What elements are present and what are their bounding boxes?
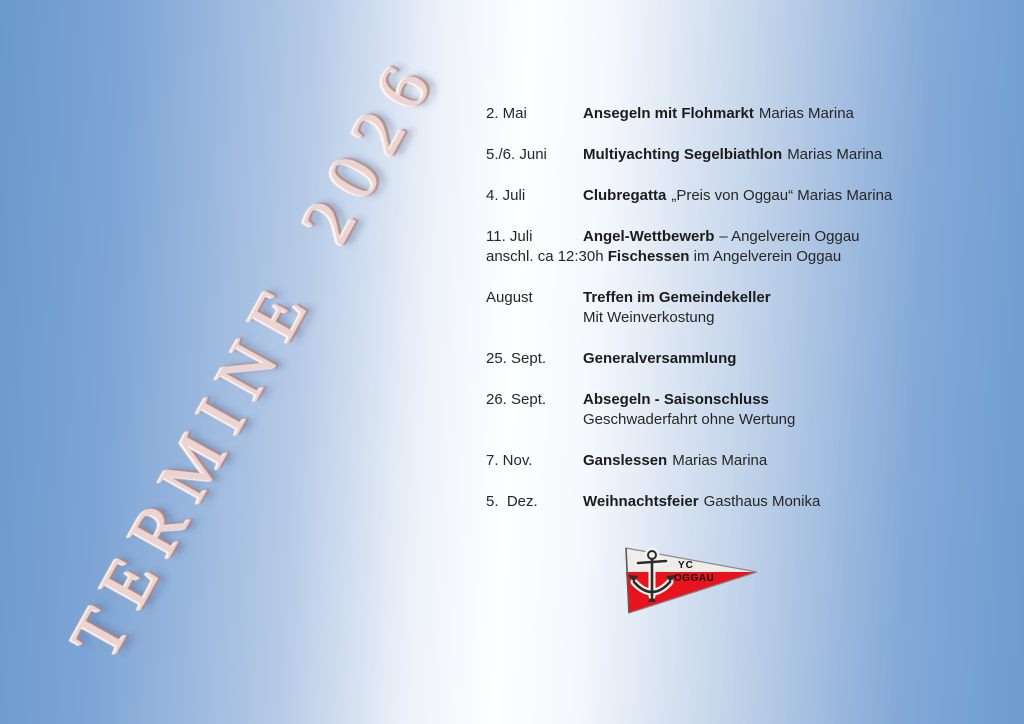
event-detail: Marias Marina [758,105,854,122]
event-text [583,145,926,165]
event-text [583,227,926,247]
event-note-title: Fischessen [607,248,690,265]
schedule-row [486,349,926,369]
event-title: Clubregatta [583,187,667,204]
event-date: 5./6. Juni [486,146,547,163]
event-detail: Marias Marina [672,452,768,469]
club-initials-label: YC [678,560,694,571]
event-detail: Marias Marina [787,146,883,163]
schedule-list [486,104,926,533]
event-title: Weihnachtsfeier [583,493,699,510]
schedule-row [486,227,926,267]
event-note [486,247,926,267]
event-date: 2. Mai [486,105,527,122]
event-title: Ganslessen [583,452,668,469]
schedule-row [486,390,926,430]
event-date: 4. Juli [486,187,526,204]
schedule-row [486,492,926,512]
event-note [583,308,926,328]
event-title: Angel-Wettbewerb [583,228,715,245]
event-title: Absegeln - Saisonschluss [583,391,769,408]
event-date: August [486,289,533,306]
event-date: 5. Dez. [486,493,538,510]
club-name-label: OGGAU [674,573,715,584]
event-detail: Gasthaus Monika [703,493,821,510]
event-title: Ansegeln mit Flohmarkt [583,105,754,122]
event-text [583,492,926,512]
event-title: Multiyachting Segelbiathlon [583,146,783,163]
event-text [583,186,926,206]
event-date: 26. Sept. [486,391,547,408]
event-date: 11. Juli [486,228,533,245]
schedule-row [486,288,926,328]
event-text [583,451,926,471]
event-text [583,288,926,308]
event-note-lead: anschl. ca 12:30h [486,248,608,265]
schedule-row [486,104,926,124]
event-text [583,104,926,124]
schedule-row [486,186,926,206]
event-note-detail: Mit Weinverkostung [583,309,715,326]
event-text [583,390,926,410]
event-date: 25. Sept. [486,350,547,367]
event-date: 7. Nov. [486,452,533,469]
schedule-row [486,451,926,471]
event-note [583,410,926,430]
event-note-detail: im Angelverein Oggau [689,248,842,265]
title-wordart: TERMINE 2026 [57,40,454,672]
schedule-row [486,145,926,165]
event-note-detail: Geschwaderfahrt ohne Wertung [583,411,796,428]
club-pennant [620,542,765,620]
event-detail: „Preis von Oggau“ Marias Marina [671,187,893,204]
event-title: Generalversammlung [583,350,737,367]
event-text [583,349,926,369]
event-detail: – Angelverein Oggau [719,228,860,245]
event-title: Treffen im Gemeindekeller [583,289,771,306]
